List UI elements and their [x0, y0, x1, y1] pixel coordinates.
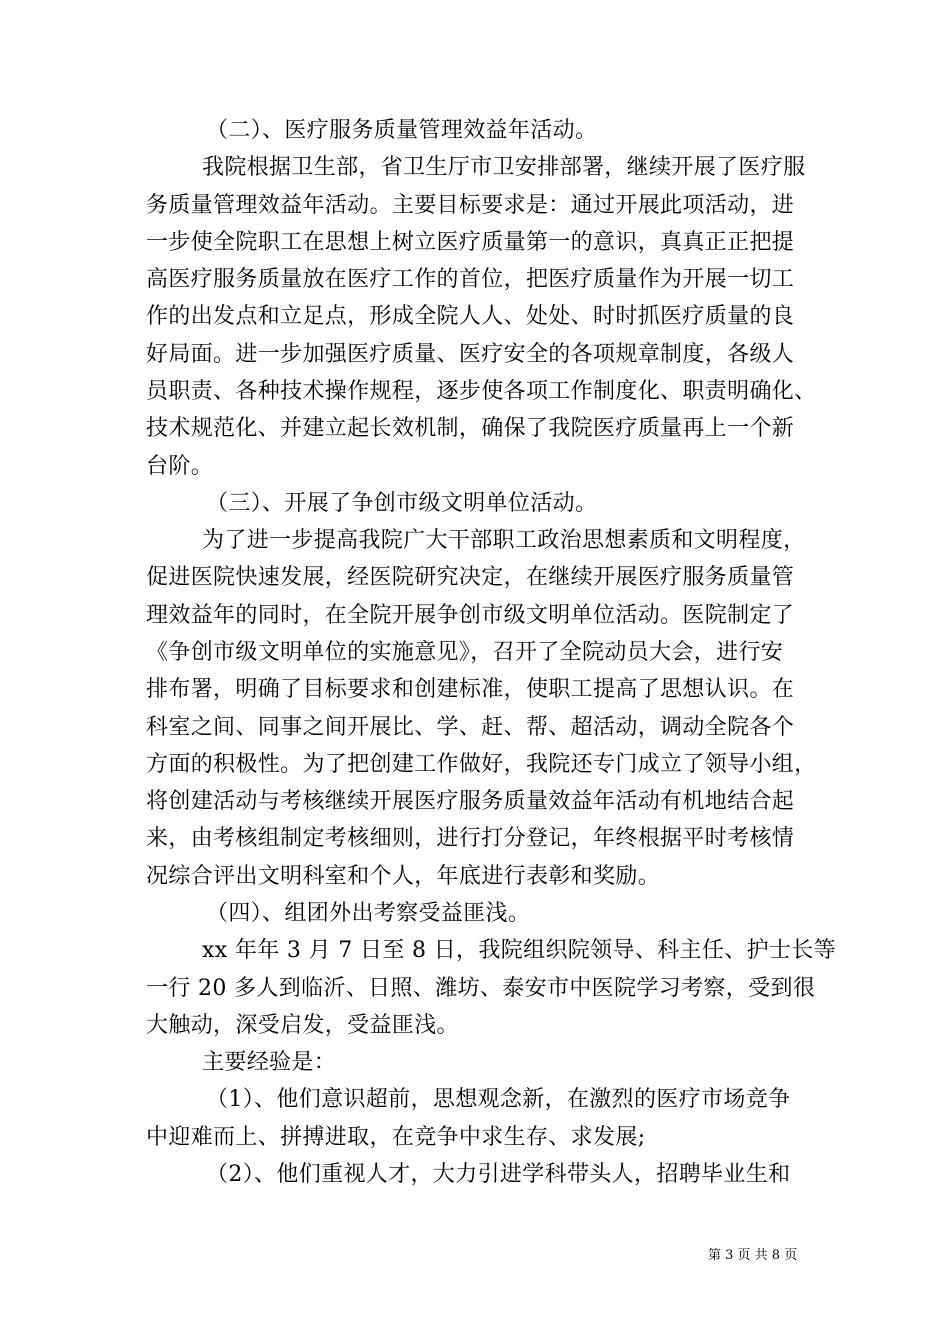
paragraph-line: 好局面。进一步加强医疗质量、医疗安全的各项规章制度，各级人 — [146, 342, 795, 367]
paragraph-line: 将创建活动与考核继续开展医疗服务质量效益年活动有机地结合起 — [146, 789, 795, 814]
section-heading-4: （四）、组团外出考察受益匪浅。 — [206, 901, 531, 926]
section-heading-2: （二）、医疗服务质量管理效益年活动。 — [206, 118, 598, 143]
paragraph-line: 理效益年的同时，在全院开展争创市级文明单位活动。医院制定了 — [146, 603, 795, 628]
paragraph-line: 高医疗服务质量放在医疗工作的首位，把医疗质量作为开展一切工 — [146, 267, 795, 292]
paragraph-line: 科室之间、同事之间开展比、学、赶、帮、超活动，调动全院各个 — [146, 715, 795, 740]
paragraph-line: 大触动，深受启发，受益匪浅。 — [146, 1013, 459, 1038]
paragraph-line: 一步使全院职工在思想上树立医疗质量第一的意识，真真正正把提 — [146, 230, 795, 255]
paragraph-line: 一行 20 多人到临沂、日照、潍坊、泰安市中医院学习考察，受到很 — [146, 976, 816, 1001]
paragraph-line: 方面的积极性。为了把创建工作做好，我院还专门成立了领导小组， — [146, 752, 817, 777]
page-number-footer: 第 3 页 共 8 页 — [708, 1248, 798, 1263]
paragraph-line: 员职责、各种技术操作规程，逐步使各项工作制度化、职责明确化、 — [146, 379, 817, 404]
paragraph-line: 为了进一步提高我院广大干部职工政治思想素质和文明程度， — [202, 528, 806, 553]
paragraph-line: 我院根据卫生部，省卫生厅市卫安排部署，继续开展了医疗服 — [202, 155, 806, 180]
paragraph-line: 促进医院快速发展，经医院研究决定，在继续开展医疗服务质量管 — [146, 565, 795, 590]
list-item: （2）、他们重视人才，大力引进学科带头人，招聘毕业生和 — [206, 1162, 791, 1187]
paragraph-line: xx 年年 3 月 7 日至 8 日，我院组织院领导、科主任、护士长等 — [202, 938, 837, 963]
paragraph-line: 务质量管理效益年活动。主要目标要求是：通过开展此项活动，进 — [146, 193, 795, 218]
paragraph-line: 《争创市级文明单位的实施意见》，召开了全院动员大会，进行安 — [146, 640, 784, 665]
section-heading-3: （三）、开展了争创市级文明单位活动。 — [206, 491, 598, 516]
paragraph-line: 来，由考核组制定考核细则，进行打分登记，年终根据平时考核情 — [146, 826, 795, 851]
paragraph-line: 排布署，明确了目标要求和创建标准，使职工提高了思想认识。在 — [146, 677, 795, 702]
paragraph-line: 技术规范化、并建立起长效机制，确保了我院医疗质量再上一个新 — [146, 416, 795, 441]
paragraph-line: 主要经验是： — [202, 1050, 337, 1075]
paragraph-line: 作的出发点和立足点，形成全院人人、处处、时时抓医疗质量的良 — [146, 304, 795, 329]
paragraph-line: 况综合评出文明科室和个人，年底进行表彰和奖励。 — [146, 864, 661, 889]
paragraph-line: 台阶。 — [146, 454, 214, 479]
list-item-continuation: 中迎难而上、拼搏进取，在竞争中求生存、求发展; — [146, 1125, 646, 1150]
list-item: （1）、他们意识超前，思想观念新，在激烈的医疗市场竞争 — [206, 1087, 791, 1112]
